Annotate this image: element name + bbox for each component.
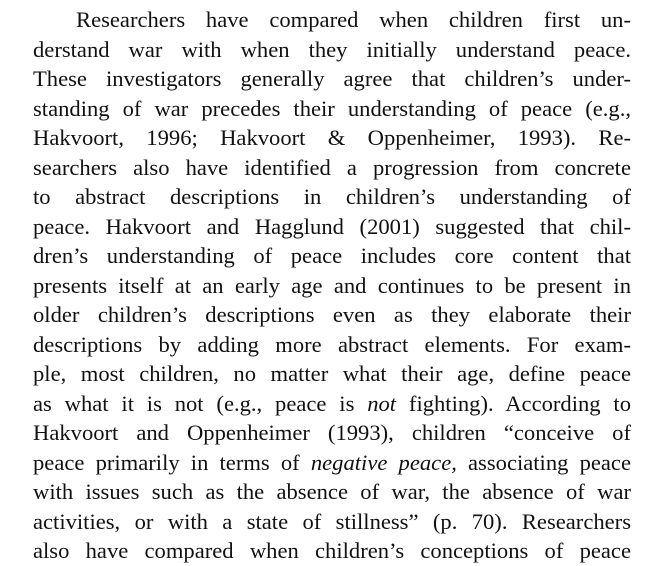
text-line: presents itself at an early age and continues to be present in <box>33 272 631 298</box>
text-line: also have compared when children’s conceptions of peace <box>33 538 631 563</box>
text-line <box>33 389 631 419</box>
text-segment: fighting). According to <box>396 390 631 416</box>
text-line: searchers also have identified a progression from concrete <box>33 154 631 180</box>
text-line: Hakvoort and Oppenheimer (1993), children “conceive of <box>33 420 631 445</box>
emphasis-text: not <box>367 390 397 416</box>
text-line: peace. Hakvoort and Hagglund (2001) suggested that chil- <box>33 213 631 239</box>
text-line: descriptions by adding more abstract elements. For exam- <box>33 331 631 357</box>
text-line: older children’s descriptions even as they elaborate their <box>33 302 631 327</box>
text-line: with issues such as the absence of war, the absence of war <box>33 479 631 504</box>
text-line <box>33 448 631 478</box>
text-segment: peace primarily in terms of <box>33 449 311 475</box>
text-line <box>33 359 631 389</box>
text-line: dren’s understanding of peace includes core content that <box>33 243 631 268</box>
emphasis-text: negative peace, <box>310 449 457 475</box>
text-segment: ple, most children, no matter what their age, define peace <box>33 361 631 386</box>
text-line: standing of war precedes their understanding of peace (e.g., <box>33 95 631 121</box>
text-line: Hakvoort, 1996; Hakvoort & Oppenheimer, 1993). Re- <box>33 125 631 150</box>
text-segment: associating peace <box>456 449 631 475</box>
text-segment: as what it is not (e.g., peace is <box>33 390 368 416</box>
text-line: These investigators generally agree that children’s under- <box>33 66 631 91</box>
text-line: to abstract descriptions in children’s understanding of <box>33 184 631 209</box>
text-line: activities, or with a state of stillness” (p. 70). Researchers <box>33 508 631 534</box>
body-paragraph <box>33 5 631 566</box>
text-line: derstand war with when they initially understand peace. <box>33 36 631 62</box>
text-line: Researchers have compared when children first un- <box>76 7 631 32</box>
